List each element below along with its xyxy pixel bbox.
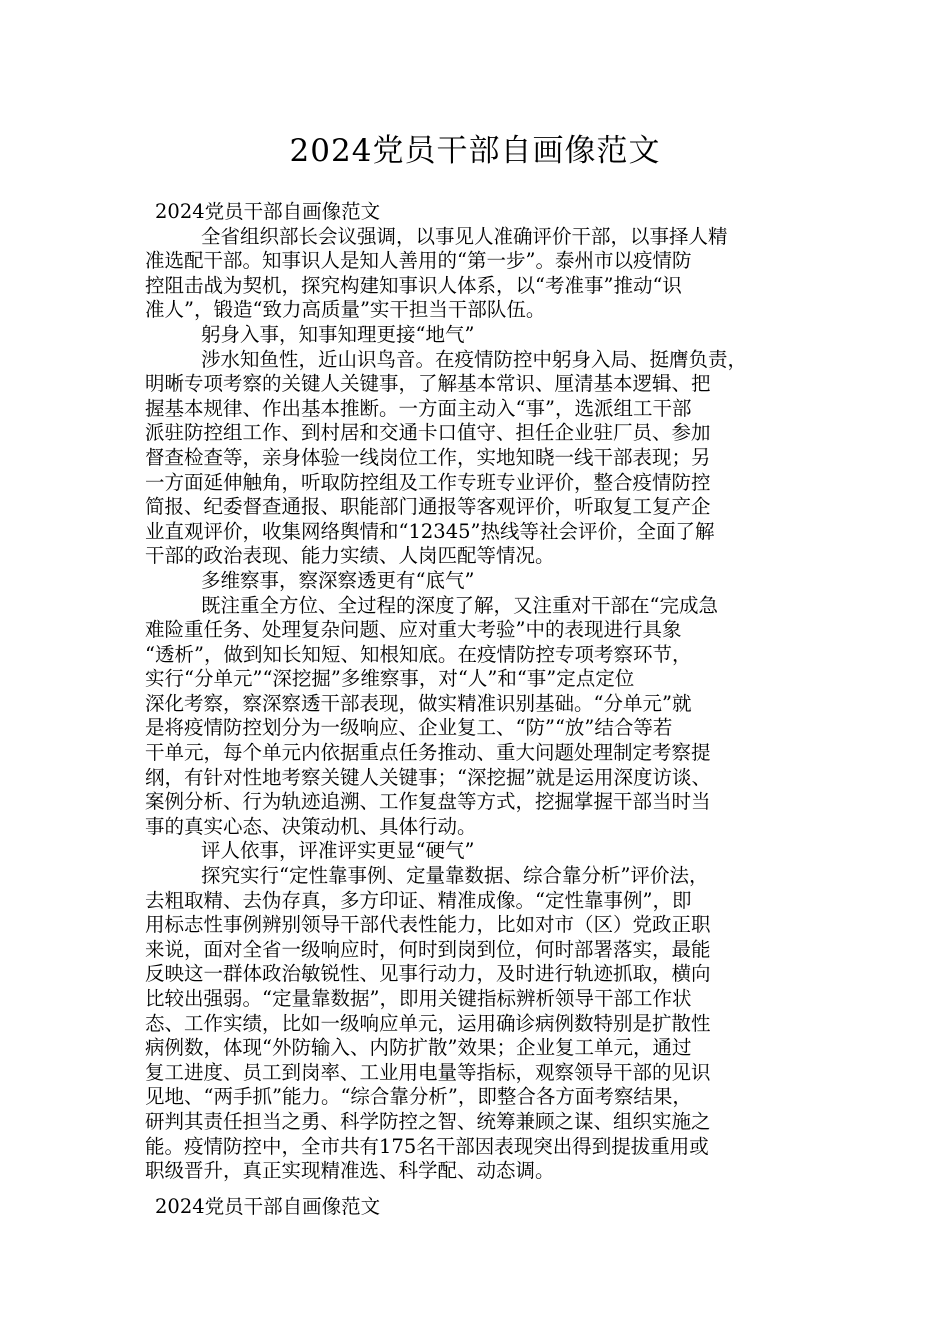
document-footer: 2024党员干部自画像范文 — [155, 1195, 381, 1218]
paragraph-line: 简报、纪委督查通报、职能部门通报等客观评价，听取复工复产企 — [145, 495, 711, 519]
paragraph-line: 握基本规律、作出基本推断。一方面主动入“事”，选派组工干部 — [145, 396, 692, 420]
section-heading: 躬身入事，知事知理更接“地气” — [201, 322, 475, 346]
paragraph-line: 准选配干部。知事识人是知人善用的“第一步”。泰州市以疫情防 — [145, 249, 692, 273]
paragraph-line: 是将疫情防控划分为一级响应、企业复工、“防”“放”结合等若 — [145, 716, 673, 740]
paragraph-line: 实行“分单元”“深挖掘”多维察事，对“人”和“事”定点定位 — [145, 667, 635, 691]
paragraph-line: 涉水知鱼性，近山识鸟音。在疫情防控中躬身入局、挺膺负责， — [201, 347, 748, 371]
paragraph-line: 业直观评价，收集网络舆情和“12345”热线等社会评价，全面了解 — [145, 519, 715, 543]
document-body — [145, 200, 825, 1184]
paragraph-line: 准人”，锻造“致力高质量”实干担当干部队伍。 — [145, 298, 546, 322]
paragraph-line: 一方面延伸触角，听取防控组及工作专班专业评价，整合疫情防控 — [145, 470, 711, 494]
paragraph-line: 来说，面对全省一级响应时，何时到岗到位，何时部署落实，最能 — [145, 937, 711, 961]
paragraph-line: 既注重全方位、全过程的深度了解，又注重对干部在“完成急 — [201, 593, 718, 617]
paragraph-line: 反映这一群体政治敏锐性、见事行动力，及时进行轨迹抓取，横向 — [145, 962, 711, 986]
paragraph-line: 去粗取精、去伪存真，多方印证、精准成像。“定性靠事例”，即 — [145, 888, 692, 912]
paragraph-line: 职级晋升，真正实现精准选、科学配、动态调。 — [145, 1159, 555, 1183]
paragraph-line: 探究实行“定性靠事例、定量靠数据、综合靠分析”评价法， — [201, 864, 709, 888]
paragraph-line: 研判其责任担当之勇、科学防控之智、统筹兼顾之谋、组织实施之 — [145, 1109, 711, 1133]
paragraph-line: 督查检查等，亲身体验一线岗位工作，实地知晓一线干部表现；另 — [145, 445, 711, 469]
paragraph-line: 用标志性事例辨别领导干部代表性能力，比如对市（区）党政正职 — [145, 913, 711, 937]
paragraph-line: 干单元，每个单元内依据重点任务推动、重大问题处理制定考察提 — [145, 741, 711, 765]
paragraph-line: 见地、“两手抓”能力。“综合靠分析”，即整合各方面考察结果， — [145, 1085, 692, 1109]
paragraph-line: “透析”，做到知长知短、知根知底。在疫情防控专项考察环节， — [145, 642, 692, 666]
document-title: 2024党员干部自画像范文 — [289, 133, 661, 169]
paragraph-line: 态、工作实绩，比如一级响应单元，运用确诊病例数特别是扩散性 — [145, 1011, 711, 1035]
paragraph-line: 难险重任务、处理复杂问题、应对重大考验”中的表现进行具象 — [145, 618, 682, 642]
paragraph-line: 全省组织部长会议强调，以事见人准确评价干部，以事择人精 — [201, 224, 728, 248]
paragraph-line: 深化考察，察深察透干部表现，做实精准识别基础。“分单元”就 — [145, 691, 692, 715]
paragraph-line: 纲，有针对性地考察关键人关键事；“深挖掘”就是运用深度访谈、 — [145, 765, 711, 789]
paragraph-line: 控阻击战为契机，探究构建知事识人体系，以“考准事”推动“识 — [145, 273, 682, 297]
paragraph-line: 干部的政治表现、能力实绩、人岗匹配等情况。 — [145, 544, 555, 568]
subtitle-line: 2024党员干部自画像范文 — [155, 200, 381, 223]
paragraph-line: 比较出强弱。“定量靠数据”，即用关键指标辨析领导干部工作状 — [145, 987, 692, 1010]
paragraph-line: 案例分析、行为轨迹追溯、工作复盘等方式，挖掘掌握干部当时当 — [145, 790, 711, 814]
paragraph-line: 派驻防控组工作、到村居和交通卡口值守、担任企业驻厂员、参加 — [145, 421, 711, 445]
paragraph-line: 复工进度、员工到岗率、工业用电量等指标，观察领导干部的见识 — [145, 1060, 711, 1084]
paragraph-line: 明晰专项考察的关键人关键事，了解基本常识、厘清基本逻辑、把 — [145, 372, 711, 396]
section-heading: 多维察事，察深察透更有“底气” — [201, 568, 475, 592]
paragraph-line: 事的真实心态、决策动机、具体行动。 — [145, 814, 477, 838]
section-heading: 评人依事，评准评实更显“硬气” — [201, 839, 475, 863]
paragraph-line: 病例数，体现“外防输入、内防扩散”效果；企业复工单元，通过 — [145, 1036, 692, 1060]
paragraph-line: 能。疫情防控中，全市共有175名干部因表现突出得到提拔重用或 — [145, 1134, 709, 1158]
